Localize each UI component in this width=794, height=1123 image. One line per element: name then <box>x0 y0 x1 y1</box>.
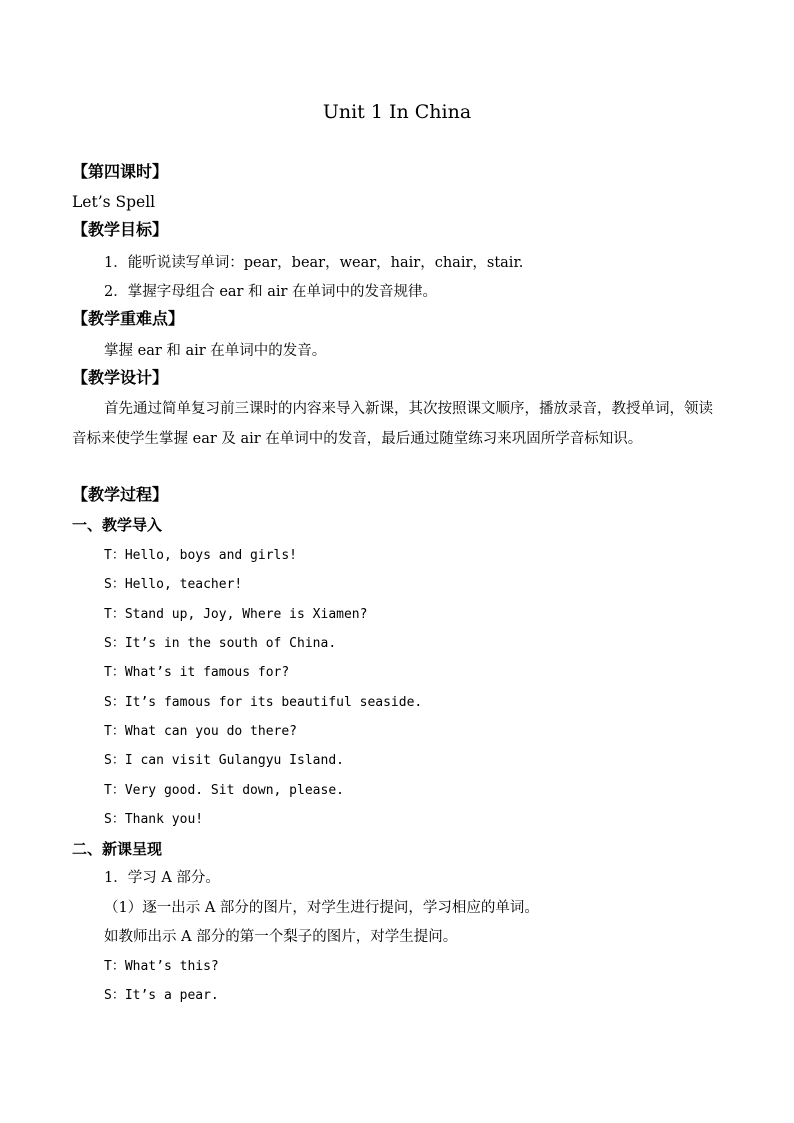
dialogue-line: S：It’s a pear. <box>104 988 219 1003</box>
key-points-heading: 【教学重难点】 <box>72 309 185 328</box>
design-heading: 【教学设计】 <box>72 368 169 387</box>
design-paragraph: 首先通过简单复习前三课时的内容来导入新课，其次按照课文顺序，播放录音，教授单词，领读音标来使学生掌握 ear 及 air 在单词中的发音，最后通过随堂练习来巩固所学音标知识。 <box>72 401 713 447</box>
objective-item: 2．掌握字母组合 ear 和 air 在单词中的发音规律。 <box>104 284 438 300</box>
section-title: 一、教学导入 <box>72 516 163 534</box>
lesson-heading: 【第四课时】 <box>72 162 169 181</box>
dialogue-line: S：It’s famous for its beautiful seaside. <box>104 695 423 710</box>
document-title: Unit 1 In China <box>322 101 472 123</box>
dialogue-line: T：What’s it famous for? <box>104 665 290 680</box>
dialogue-line: T：Hello, boys and girls! <box>104 548 298 563</box>
section-title: 二、新课呈现 <box>72 840 163 858</box>
process-heading: 【教学过程】 <box>72 485 169 504</box>
objective-item: 1．能听说读写单词：pear，bear，wear，hair，chair，stair. <box>104 255 524 271</box>
key-points-text: 掌握 ear 和 air 在单词中的发音。 <box>104 343 327 359</box>
dialogue-line: S：I can visit Gulangyu Island. <box>104 753 344 768</box>
dialogue-line: S：Hello, teacher! <box>104 577 243 592</box>
step-subtext: （1）逐一出示 A 部分的图片，对学生进行提问，学习相应的单词。 <box>104 900 539 916</box>
step-example: 如教师出示 A 部分的第一个梨子的图片，对学生提问。 <box>104 929 458 945</box>
step-text: 1．学习 A 部分。 <box>104 870 220 886</box>
dialogue-line: T：Stand up, Joy, Where is Xiamen? <box>104 607 368 622</box>
dialogue-line: T：Very good. Sit down, please. <box>104 783 344 798</box>
dialogue-line: T：What’s this? <box>104 959 219 974</box>
lesson-name: Let’s Spell <box>72 193 156 211</box>
dialogue-line: S：It’s in the south of China. <box>104 636 337 651</box>
objectives-heading: 【教学目标】 <box>72 220 169 239</box>
dialogue-line: S：Thank you! <box>104 812 204 827</box>
dialogue-line: T：What can you do there? <box>104 724 298 739</box>
